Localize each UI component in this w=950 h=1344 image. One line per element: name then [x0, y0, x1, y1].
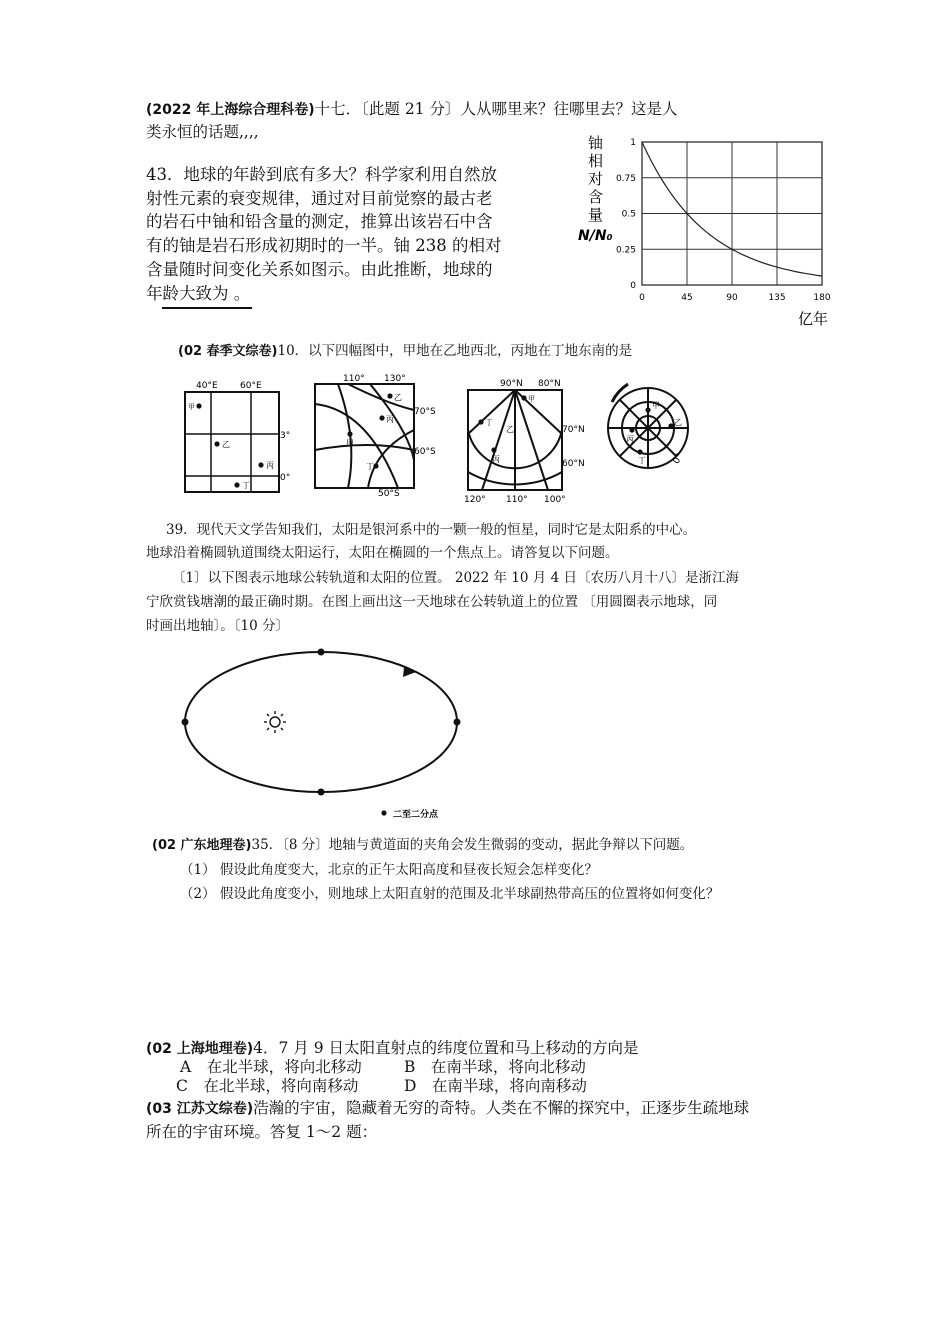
map1-place: 丁	[242, 481, 250, 490]
map-figure-2	[308, 370, 448, 498]
q4-sub2: （2） 假设此角度变小，则地球上太阳直射的范围及北半球副热带高压的位置将如何变化？	[180, 886, 720, 902]
map2-place: 丙	[386, 415, 394, 424]
map3-bottom-label: 100°	[544, 495, 566, 505]
map1-point	[196, 403, 201, 408]
q4-sub1: （1） 假设此角度变大，北京的正午太阳高度和昼夜长短会怎样变化？	[180, 862, 598, 878]
map2-place: 甲	[346, 439, 354, 448]
ylabel-char: 铀	[588, 134, 604, 152]
map-figure-1	[178, 374, 296, 502]
map2-place: 乙	[394, 393, 402, 402]
map1-lat-label: 0°	[280, 473, 291, 483]
map4-place: 乙	[674, 418, 682, 427]
q6-heading	[146, 1097, 749, 1121]
map4-place: 丁	[638, 456, 646, 465]
x-tick-label: 180	[813, 293, 831, 303]
q39-line: 时画出地轴〕。〔10 分〕	[146, 618, 289, 634]
solstice-point	[318, 789, 325, 796]
map3-place: 丁	[485, 418, 493, 427]
q1-source: (2022 年上海综合理科卷)	[146, 102, 315, 118]
solstice-point	[318, 649, 325, 656]
map3-lon-label: 80°N	[538, 379, 561, 389]
q4-heading	[152, 833, 693, 858]
q5-source: (02 上海地理卷)	[146, 1041, 254, 1057]
map2-lon-label: 110°	[343, 374, 365, 384]
q2-source: (02 春季文综卷)	[178, 344, 278, 359]
map3-bottom-label: 120°	[464, 495, 486, 505]
q6-line2: 所在的宇宙环境。答复 1～2 题：	[146, 1123, 378, 1141]
map3-lon-label: 90°N	[500, 379, 523, 389]
x-tick-label: 90	[726, 293, 738, 303]
chart-grid	[642, 142, 822, 285]
q5-option-d: D 在南半球，将向南移动	[404, 1077, 587, 1095]
map1-lon-label: 40°E	[196, 381, 218, 391]
q6-source: (03 江苏文综卷)	[146, 1101, 254, 1117]
q4-text: 35．〔8 分〕地轴与黄道面的夹角会发生微弱的变动，据此争辩以下问题。	[251, 837, 694, 853]
q43-line: 有的铀是岩石形成初期时的一半。铀 238 的相对	[146, 236, 502, 256]
map1-place: 乙	[222, 440, 230, 449]
q6-text: 浩瀚的宇宙，隐藏着无穷的奇特。人类在不懈的探究中，正逐步生疏地球	[253, 1099, 750, 1117]
x-axis-label: 亿年	[798, 310, 829, 328]
map3-lat-label: 60°N	[562, 459, 585, 469]
map1-point	[214, 441, 219, 446]
q1-line2: 类永恒的话题,,,,	[146, 123, 259, 141]
map3-lat-label: 70°N	[562, 425, 585, 435]
map3-bottom-label: 110°	[506, 495, 528, 505]
q43-line: 43．地球的年龄到底有多大？科学家利用自然放	[146, 165, 497, 184]
map1-point	[234, 482, 239, 487]
q5-option-c: C 在北半球，将向南移动	[176, 1077, 359, 1095]
q39-line: 宁欣赏钱塘潮的最正确时期。在图上画出这一天地球在公转轨道上的位置 〔用圆圈表示地球，同	[146, 594, 718, 610]
q2-heading	[178, 339, 632, 364]
q4-source: (02 广东地理卷)	[152, 838, 252, 853]
map-figure-4	[598, 368, 698, 480]
map2-lat-label: 70°S	[414, 407, 436, 417]
ylabel-char: 相	[588, 152, 604, 170]
y-tick-label: 1	[630, 138, 636, 148]
q39-line: 〔1〕以下图表示地球公转轨道和太阳的位置。 2022 年 10 月 4 日〔农历八月十八〕是浙江海	[172, 570, 739, 586]
map3-place: 甲	[528, 395, 535, 403]
map2-lon-label: 130°	[384, 374, 406, 384]
map3-place: 丙	[492, 455, 500, 464]
map3-place: 乙	[506, 425, 514, 434]
y-tick-label: 0.5	[621, 209, 636, 220]
y-tick-label: 0	[630, 281, 636, 291]
map2-place: 丁	[366, 462, 374, 471]
answer-underline	[162, 307, 252, 309]
map4-lat-label: 0°	[671, 452, 686, 466]
map1-point	[258, 462, 263, 467]
map2-lat-label: 60°S	[414, 447, 436, 457]
map-figure-3	[462, 374, 590, 508]
q5-option-b: B 在南半球，将向北移动	[404, 1058, 586, 1076]
y-axis-label	[578, 134, 613, 244]
map4-place: 甲	[652, 401, 660, 410]
uranium-decay-chart	[572, 128, 840, 328]
map2-lat-label: 50°S	[378, 489, 400, 498]
q5-option-a: A 在北半球，将向北移动	[180, 1058, 362, 1076]
equinox-point	[182, 719, 189, 726]
orbit-legend: 二至二分点	[393, 810, 439, 820]
y-tick-label: 0.25	[615, 245, 636, 256]
x-tick-labels	[639, 293, 831, 303]
q2-text: 10．以下四幅图中，甲地在乙地西北，丙地在丁地东南的是	[277, 343, 633, 359]
q39-line: 39．现代天文学告知我们，太阳是银河系中的一颗一般的恒星，同时它是太阳系的中心。	[166, 522, 697, 538]
map1-place: 甲	[188, 403, 195, 411]
map1-place: 丙	[266, 461, 274, 470]
ylabel-char: 量	[588, 206, 604, 224]
q1-heading	[146, 98, 677, 122]
x-tick-label: 0	[639, 293, 645, 303]
orbit-ellipse	[185, 652, 457, 792]
legend-dot	[381, 810, 386, 815]
q43-line: 的岩石中铀和铅含量的测定，推算出该岩石中含	[146, 212, 493, 232]
map1-lat-label: 3°	[280, 431, 291, 441]
earth-orbit-diagram	[176, 640, 476, 826]
q43-line: 射性元素的衰变规律，通过对目前觉察的最古老	[146, 188, 493, 208]
q43-line: 年龄大致为 。	[146, 283, 251, 303]
q43-line: 含量随时间变化关系如图示。由此推断，地球的	[146, 259, 493, 279]
q1-heading-text: 十七．〔此题 21 分〕人从哪里来？往哪里去？这是人	[314, 100, 678, 118]
q43-paragraph	[146, 163, 501, 305]
sun-icon	[264, 711, 286, 733]
equinox-point	[454, 719, 461, 726]
map1-lon-label: 60°E	[240, 381, 262, 391]
map4-place: 丙	[626, 435, 634, 444]
ylabel-char: 含	[588, 188, 604, 206]
ylabel-char: 对	[588, 170, 604, 188]
x-tick-label: 135	[768, 293, 786, 303]
q39-line: 地球沿着椭圆轨道围绕太阳运行，太阳在椭圆的一个焦点上。请答复以下问题。	[146, 545, 619, 561]
y-tick-labels	[616, 138, 636, 291]
x-tick-label: 45	[681, 293, 693, 303]
ylabel-formula: N/N₀	[578, 228, 613, 244]
q5-text: 4．7 月 9 日太阳直射点的纬度位置和马上移动的方向是	[253, 1039, 639, 1057]
y-tick-label: 0.75	[615, 173, 636, 184]
